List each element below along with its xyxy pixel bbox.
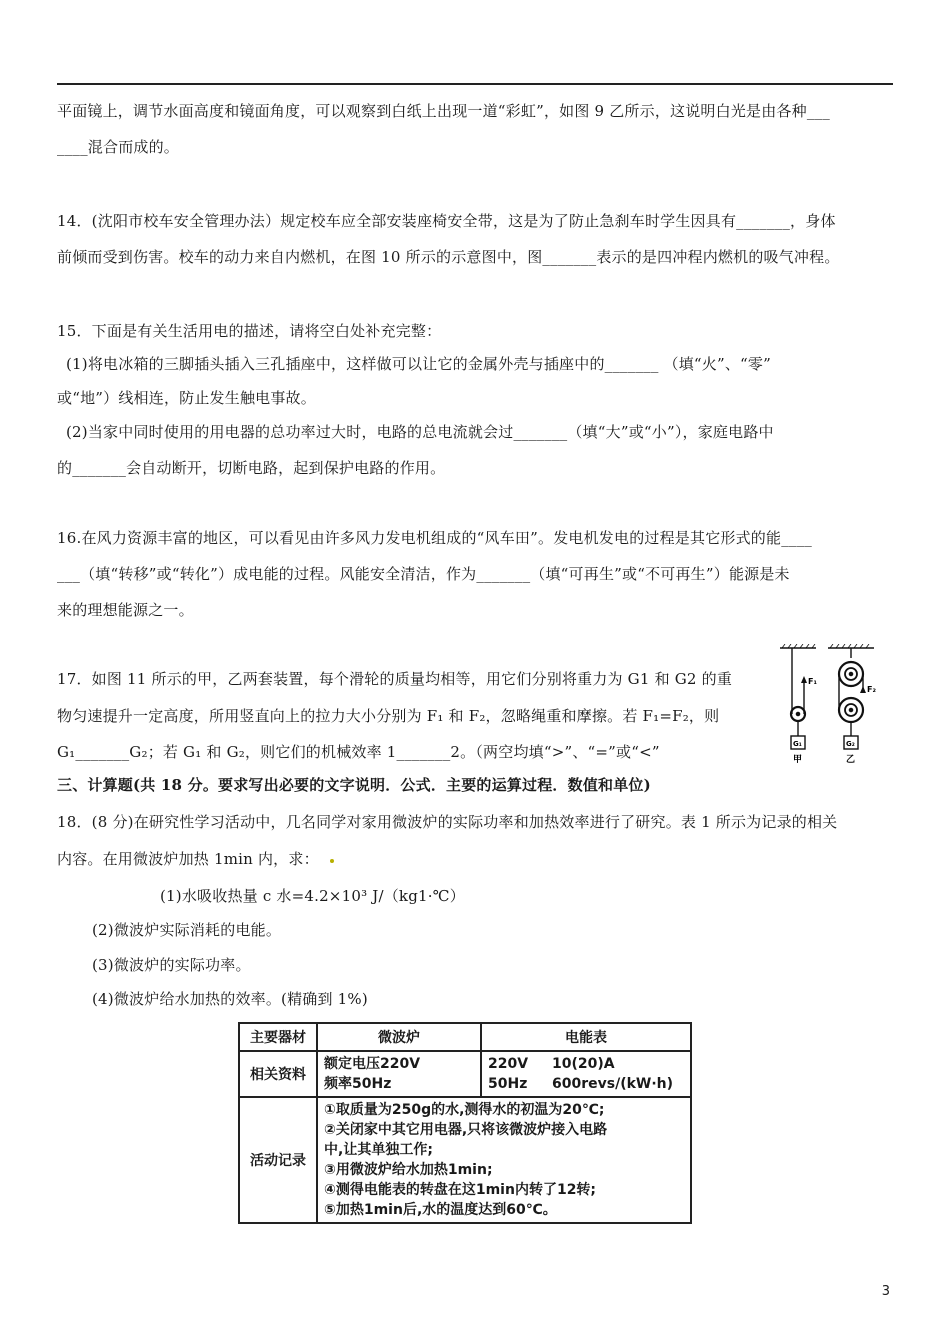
text-line: ___（填“转移”或“转化”）成电能的过程。风能安全清洁，作为_______（填“可再生”或“不可再生”）能源是未: [57, 565, 790, 583]
record-item: ②关闭家中其它用电器,只将该微波炉接入电路: [324, 1122, 608, 1138]
sub-question: (1)水吸收热量 c 水=4.2×10³ J/（kg1·℃）: [160, 887, 465, 905]
record-item: ④测得电能表的转盘在这1min内转了12转;: [324, 1182, 597, 1198]
row-label: 相关资料: [239, 1051, 317, 1097]
pulley-figure: [778, 644, 878, 774]
row-label: 活动记录: [239, 1097, 317, 1223]
meter-current: 10(20)A: [552, 1056, 615, 1072]
spec-frequency: 频率50Hz: [324, 1076, 392, 1092]
text-line: 内容。在用微波炉加热 1min 内，求：: [57, 850, 319, 868]
record-item: 中,让其单独工作;: [324, 1142, 433, 1158]
table-header-cell: 主要器材: [239, 1023, 317, 1051]
text-line: 物匀速提升一定高度，所用竖直向上的拉力大小分别为 F₁ 和 F₂，忽略绳重和摩擦。若 F₁=F₂，则: [57, 707, 720, 725]
table-header-row: [239, 1023, 691, 1051]
sub-question: (2)微波炉实际消耗的电能。: [92, 921, 282, 939]
ink-dot: [330, 859, 334, 863]
arrow-f2: [860, 686, 866, 693]
meter-constant: 600revs/(kW·h): [552, 1076, 674, 1092]
text-line: 的_______会自动断开，切断电路，起到保护电路的作用。: [57, 459, 446, 477]
table-header-cell: 微波炉: [317, 1023, 481, 1051]
question-14: 14．(沈阳市校车安全管理办法）规定校车应全部安装座椅安全带，这是为了防止急刹车时学生因具有_______，身体: [57, 212, 836, 230]
meter-specs: [481, 1051, 691, 1097]
question-15: 15．下面是有关生活用电的描述，请将空白处补充完整：: [57, 322, 442, 340]
header-rule: [57, 83, 893, 85]
record-table: [238, 1022, 692, 1224]
record-item: ①取质量为250g的水,测得水的初温为20℃;: [324, 1102, 605, 1118]
label-yi: 乙: [846, 755, 856, 765]
text-line: (1)将电冰箱的三脚插头插入三孔插座中，这样做可以让它的金属外壳与插座中的_______ （填“火”、“零”: [66, 355, 771, 373]
table-row: [239, 1051, 691, 1097]
table-header-cell: 电能表: [481, 1023, 691, 1051]
text-line: (2)当家中同时使用的用电器的总功率过大时，电路的总电流就会过_______（填“大”或“小”），家庭电路中: [66, 423, 774, 441]
meter-voltage: 220V: [488, 1056, 529, 1072]
arrow-f1: [801, 676, 807, 683]
sub-question: (4)微波炉给水加热的效率。(精确到 1%): [92, 990, 368, 1008]
text-line: 平面镜上，调节水面高度和镜面角度，可以观察到白纸上出现一道“彩虹”，如图 9 乙所示，这说明白光是由各种___: [57, 102, 830, 120]
question-17: 17．如图 11 所示的甲，乙两套装置，每个滑轮的质量均相等，用它们分别将重力为 G1 和 G2 的重: [57, 670, 733, 688]
text-line: 或“地”）线相连，防止发生触电事故。: [57, 389, 316, 407]
text-line: ____混合而成的。: [57, 138, 180, 156]
label-f1: F₁: [808, 677, 817, 686]
spec-voltage: 额定电压220V: [324, 1056, 421, 1072]
label-g2: G₂: [846, 740, 855, 748]
microwave-specs: [317, 1051, 481, 1097]
page-number: 3: [881, 1284, 890, 1299]
text-line: G₁_______G₂；若 G₁ 和 G₂，则它们的机械效率 1_______2。（两空均填“>”、“=”或“<”: [57, 743, 660, 761]
record-item: ⑤加热1min后,水的温度达到60℃。: [324, 1202, 557, 1218]
question-16: 16.在风力资源丰富的地区，可以看见由许多风力发电机组成的“风车田”。发电机发电的过程是其它形式的能____: [57, 529, 812, 547]
text-line: 来的理想能源之一。: [57, 601, 194, 619]
table-row: [239, 1097, 691, 1223]
sub-question: (3)微波炉的实际功率。: [92, 956, 251, 974]
section-heading: 三、计算题(共 18 分。要求写出必要的文字说明．公式．主要的运算过程．数值和单位): [57, 776, 651, 794]
text-line: 前倾而受到伤害。校车的动力来自内燃机，在图 10 所示的示意图中，图_______表示的是四冲程内燃机的吸气冲程。: [57, 248, 840, 266]
activity-records: [317, 1097, 691, 1223]
label-f2: F₂: [867, 685, 876, 694]
label-jia: 甲: [793, 755, 803, 765]
question-18: 18．(8 分)在研究性学习活动中，几名同学对家用微波炉的实际功率和加热效率进行了研究。表 1 所示为记录的相关: [57, 813, 838, 831]
record-item: ③用微波炉给水加热1min;: [324, 1162, 493, 1178]
label-g1: G₁: [793, 740, 802, 748]
meter-frequency: 50Hz: [488, 1076, 528, 1092]
